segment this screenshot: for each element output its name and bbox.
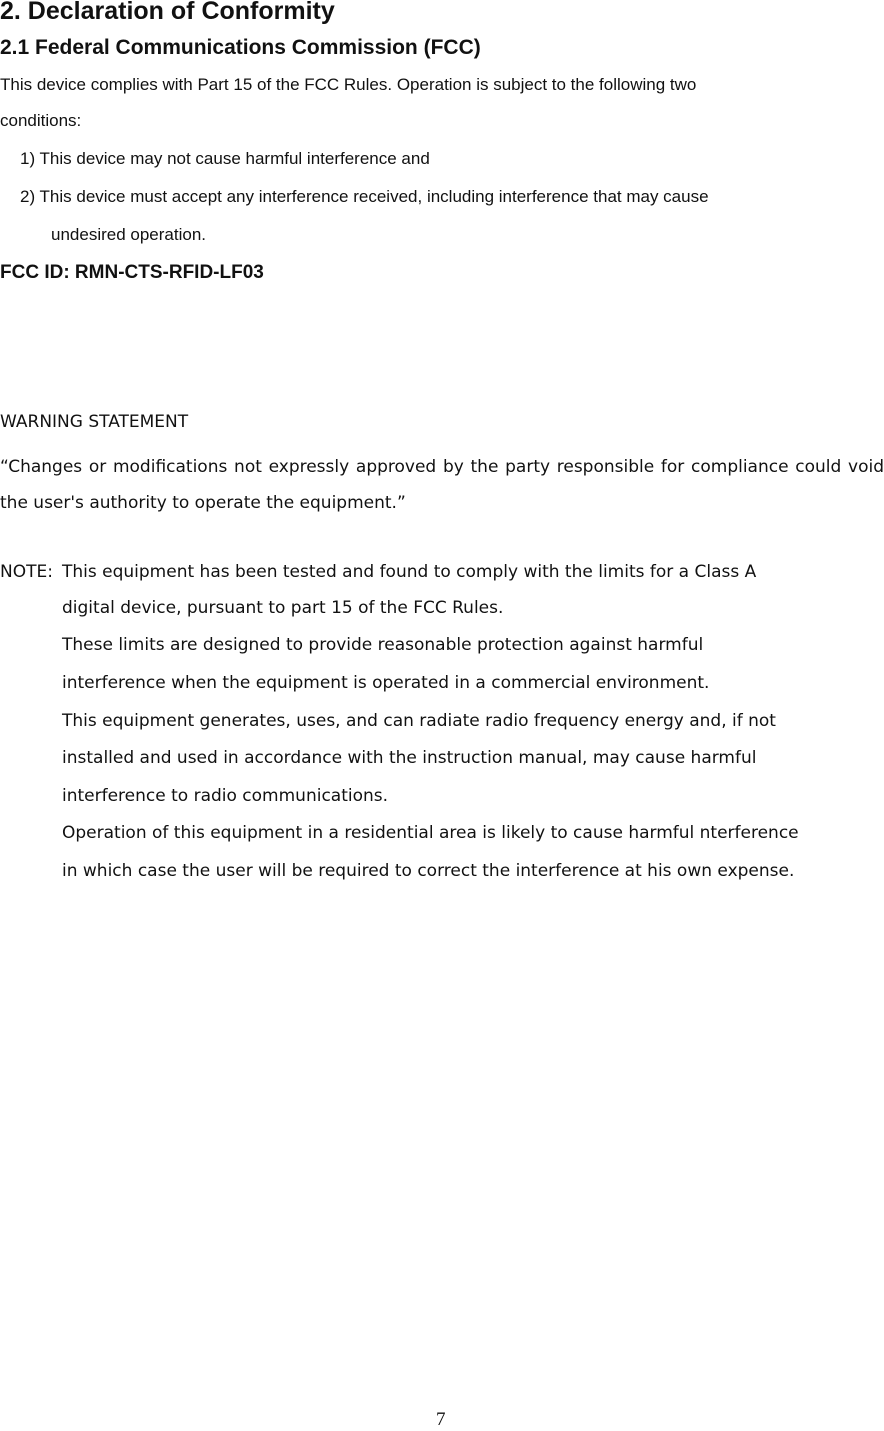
note-line: in which case the user will be required to correct the interference at his own expense. — [62, 861, 795, 881]
note-label: NOTE: — [0, 562, 53, 582]
condition-2-line-2: undesired operation. — [51, 225, 207, 244]
note-line: This equipment generates, uses, and can radiate radio frequency energy and, if not — [62, 711, 776, 731]
fcc-id: FCC ID: RMN-CTS-RFID-LF03 — [0, 262, 264, 283]
note-line: Operation of this equipment in a residential area is likely to cause harmful nterference — [62, 823, 799, 843]
condition-1: 1) This device may not cause harmful interference and — [20, 149, 430, 168]
condition-2-line-1: 2) This device must accept any interference received, including interference that may cause — [20, 187, 709, 206]
warning-title: WARNING STATEMENT — [0, 412, 189, 432]
note-line: interference when the equipment is operated in a commercial environment. — [62, 673, 710, 693]
intro-line-2: conditions: — [0, 111, 82, 130]
note-line: digital device, pursuant to part 15 of the FCC Rules. — [62, 598, 504, 618]
warning-body: “Changes or modifications not expressly approved by the party responsible for compliance could void the user's authority to operate the equipment.” — [0, 457, 884, 513]
section-title: 2. Declaration of Conformity — [0, 0, 335, 25]
note-line: installed and used in accordance with the instruction manual, may cause harmful — [62, 748, 757, 768]
intro-line-1: This device complies with Part 15 of the FCC Rules. Operation is subject to the following two — [0, 75, 697, 94]
note-line: interference to radio communications. — [62, 786, 389, 806]
note-line: This equipment has been tested and found to comply with the limits for a Class A — [62, 562, 757, 582]
note-line: These limits are designed to provide reasonable protection against harmful — [62, 635, 704, 655]
section-subtitle: 2.1 Federal Communications Commission (FCC) — [0, 36, 481, 59]
page-number: 7 — [436, 1409, 446, 1430]
